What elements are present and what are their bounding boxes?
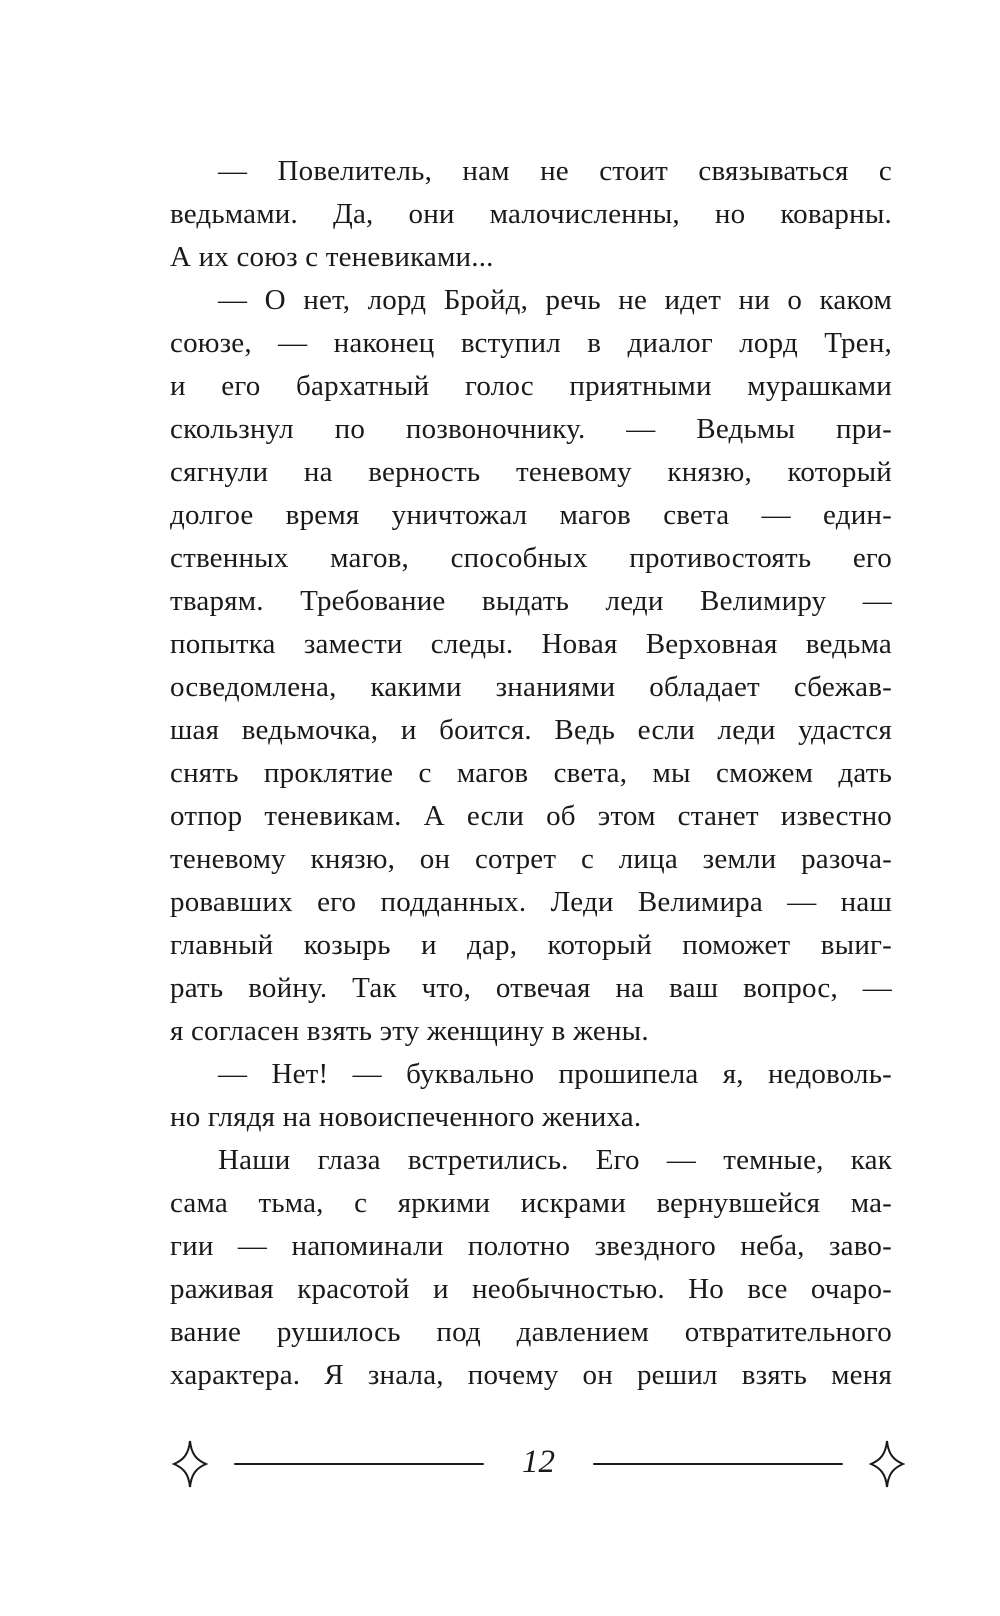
- text-line: и его бархатный голос приятными мурашками: [170, 370, 892, 402]
- text-line: сама тьма, с яркими искрами вернувшейся ма-: [170, 1187, 892, 1219]
- text-line: но глядя на новоиспеченного жениха.: [170, 1101, 642, 1133]
- text-line: гии — напоминали полотно звездного неба, заво-: [170, 1230, 892, 1262]
- text-line: сягнули на верность теневому князю, который: [170, 456, 892, 488]
- text-line: вание рушилось под давлением отвратительного: [170, 1316, 892, 1348]
- text-line: отпор теневикам. А если об этом станет известно: [170, 800, 892, 832]
- text-line: рать войну. Так что, отвечая на ваш вопрос, —: [170, 972, 892, 1004]
- four-point-star-icon: [869, 1440, 905, 1488]
- text-line: характера. Я знала, почему он решил взять меня: [170, 1359, 892, 1391]
- page-number: 12: [522, 1443, 555, 1480]
- text-line: тварям. Требование выдать леди Велимиру —: [170, 585, 892, 617]
- footer-rule-right: [593, 1463, 843, 1466]
- text-line: скользнул по позвоночнику. — Ведьмы при-: [170, 413, 892, 445]
- text-line: ровавших его подданных. Леди Велимира — наш: [170, 886, 892, 918]
- page-footer: [172, 1438, 905, 1490]
- text-line: снять проклятие с магов света, мы сможем дать: [170, 757, 892, 789]
- text-line: шая ведьмочка, и боится. Ведь если леди удастся: [170, 714, 892, 746]
- text-line: теневому князю, он сотрет с лица земли разоча-: [170, 843, 892, 875]
- text-line: ведьмами. Да, они малочисленны, но коварны.: [170, 198, 892, 230]
- footer-rule-left: [234, 1463, 484, 1466]
- text-line: — Нет! — буквально прошипела я, недоволь-: [218, 1058, 892, 1090]
- text-line: осведомлена, какими знаниями обладает сбежав-: [170, 671, 892, 703]
- text-line: А их союз с теневиками...: [170, 241, 494, 273]
- text-line: союзе, — наконец вступил в диалог лорд Трен,: [170, 327, 892, 359]
- text-line: — О нет, лорд Бройд, речь не идет ни о каком: [218, 284, 892, 316]
- text-line: долгое время уничтожал магов света — един-: [170, 499, 892, 531]
- text-line: ственных магов, способных противостоять его: [170, 542, 892, 574]
- text-line: Наши глаза встретились. Его — темные, как: [218, 1144, 892, 1176]
- page-text: [170, 150, 892, 1397]
- text-line: попытка замести следы. Новая Верховная ведьма: [170, 628, 892, 660]
- text-line: раживая красотой и необычностью. Но все очаро-: [170, 1273, 892, 1305]
- text-line: — Повелитель, нам не стоит связываться с: [218, 155, 892, 187]
- text-line: главный козырь и дар, который поможет выиг-: [170, 929, 892, 961]
- four-point-star-icon: [172, 1440, 208, 1488]
- text-line: я согласен взять эту женщину в жены.: [170, 1015, 649, 1047]
